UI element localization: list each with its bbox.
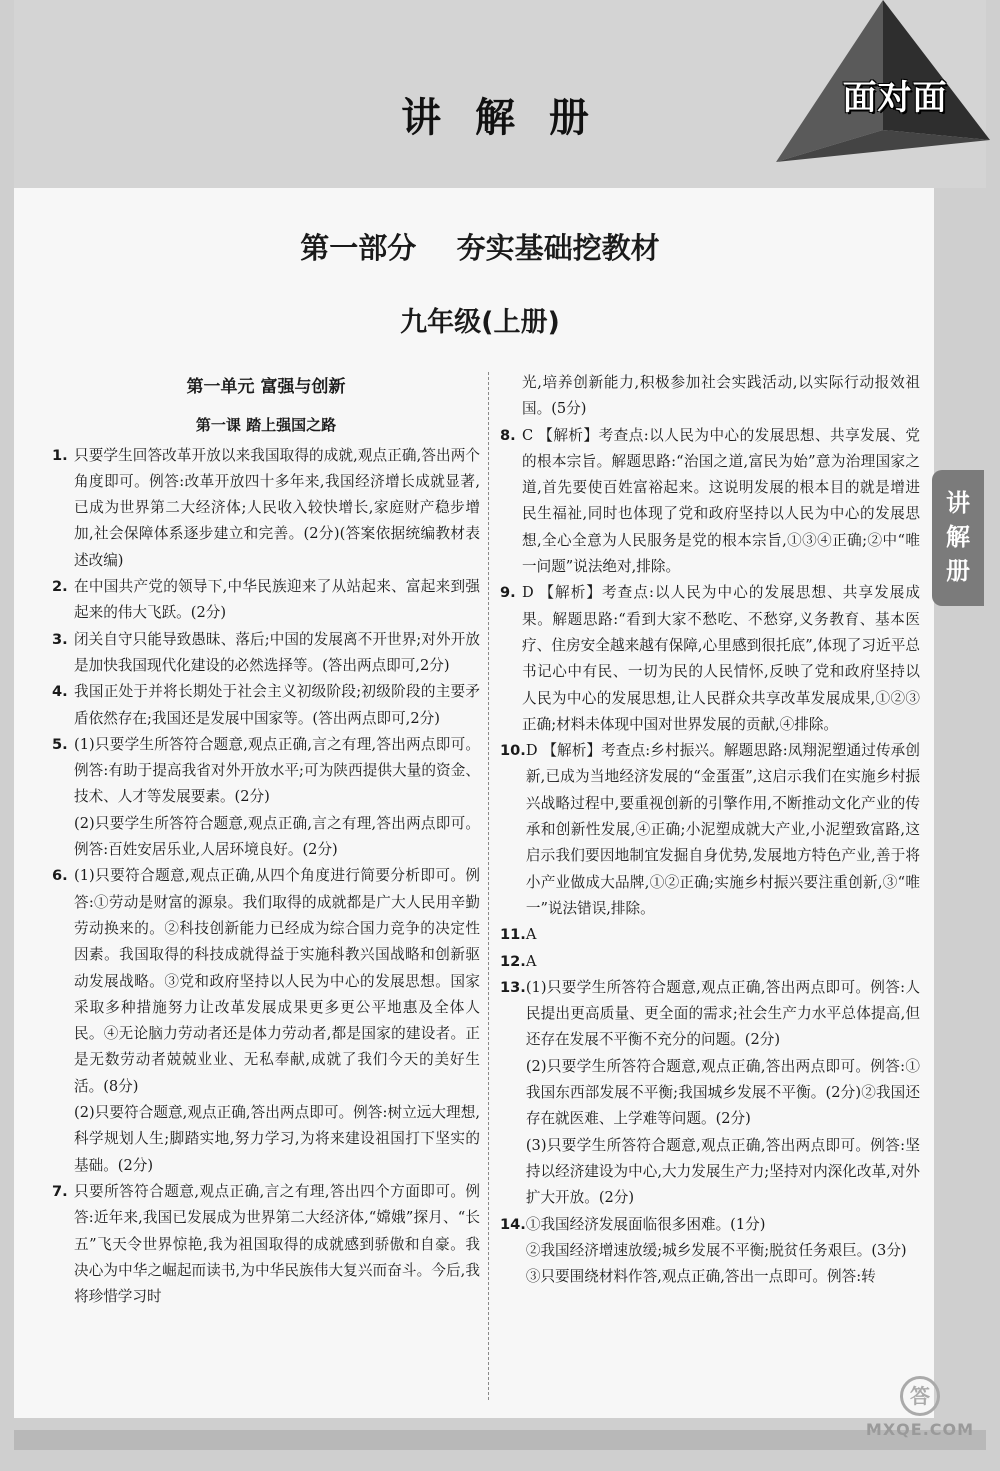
item-number: 10. [500, 742, 526, 760]
item-number: 7. [52, 1182, 68, 1200]
item-text: (1)只要符合题意,观点正确,从四个角度进行简要分析即可。例答:①劳动是财富的源泉。我们取得的成就都是广大人民用辛勤劳动换来的。②科技创新能力已经成为综合国力竞争的决定性因素。我国取得的科技成就得益于实施科教兴国战略和创新驱动发展战略。③党和政府坚持以人民为中心的发展思想。国家采取多种措施努力让改革发展成果更多更公平地惠及全体人民。④无论脑力劳动者还是体力劳动者,都是国家的建设者。正是无数劳动者兢兢业业、无私奉献,成就了我们今天的美好生活。(8分) [74, 867, 480, 1095]
unit-title: 第一单元 富强与创新 [186, 377, 346, 397]
item-number: 14. [500, 1215, 526, 1233]
brand-logo: 面对面 [842, 78, 948, 118]
answer-item [52, 1179, 480, 1310]
item-number: 6. [52, 867, 68, 885]
item-subtext: ②我国经济增速放缓;城乡发展不平衡;脱贫任务艰巨。(3分) [525, 1241, 907, 1259]
item-number: 8. [500, 426, 516, 444]
item-text: C 【解析】考查点:以人民为中心的发展思想、共享发展、党的根本宗旨。解题思路:“治国之道,富民为始”意为治理国家之道,首先要使百姓富裕起来。这说明发展的根本目的就是增进民生福祉,同时也体现了党和政府坚持以人民为中心的发展思想,全心全意为人民服务是党的根本宗旨,①③④正确;②中“唯一问题”说法绝对,排除。 [522, 426, 920, 576]
answer-item [52, 443, 480, 574]
answer-item [500, 423, 920, 581]
answer-item [500, 580, 920, 738]
item-text: 我国正处于并将长期处于社会主义初级阶段;初级阶段的主要矛盾依然存在;我国还是发展中国家等。(答出两点即可,2分) [74, 683, 480, 727]
item-text: 在中国共产党的领导下,中华民族迎来了从站起来、富起来到强起来的伟大飞跃。(2分) [74, 578, 480, 622]
answer-item [52, 627, 480, 680]
grade-title: 九年级(上册) [400, 307, 560, 338]
side-tab [932, 470, 984, 606]
page-title: 讲 解 册 [401, 95, 599, 141]
item-text: (1)只要学生所答符合题意,观点正确,言之有理,答出两点即可。例答:有助于提高我省对外开放水平;可为陕西提供大量的资金、技术、人才等发展要素。(2分) [74, 735, 480, 806]
answer-item [500, 738, 920, 922]
item-number: 12. [500, 952, 526, 970]
left-column [52, 370, 480, 1310]
answer-item [52, 732, 480, 863]
item-text: 只要所答符合题意,观点正确,言之有理,答出四个方面即可。例答:近年来,我国已发展成为世界第二大经济体,“嫦娥”探月、“长五”飞天令世界惊艳,我为祖国取得的成就感到骄傲和自豪。我决心为中华之崛起而读书,为中华民族伟大复兴而奋斗。今后,我将珍惜学习时 [74, 1182, 480, 1306]
answer-item [500, 975, 920, 1212]
item-text: 只要学生回答改革开放以来我国取得的成就,观点正确,答出两个角度即可。例答:改革开放四十多年来,我国经济增长成就显著,已成为世界第二大经济体;人民收入较快增长,家庭财产稳步增加,社会保障体系逐步建立和完善。(2分)(答案依据统编教材表述改编) [74, 446, 480, 569]
item-text: 闭关自守只能导致愚昧、落后;中国的发展离不开世界;对外开放是加快我国现代化建设的必然选择等。(答出两点即可,2分) [74, 630, 480, 674]
item-text: (1)只要学生所答符合题意,观点正确,答出两点即可。例答:人民提出更高质量、更全面的需求;社会生产力水平总体提高,但还存在发展不平衡不充分的问题。(2分) [525, 978, 920, 1049]
answer-item [52, 863, 480, 1179]
item-text: D 【解析】考查点:乡村振兴。解题思路:凤翔泥塑通过传承创新,已成为当地经济发展的“金蛋蛋”,这启示我们在实施乡村振兴战略过程中,要重视创新的引擎作用,不断推动文化产业的传承和创新性发展,④正确;小泥塑成就大产业,小泥塑致富路,这启示我们要因地制宜发掘自身优势,发展地方特色产业,善于将小产业做成大品牌,①②正确;实施乡村振兴要注重创新,③“唯一”说法错误,排除。 [525, 742, 920, 917]
item-number: 5. [52, 735, 68, 753]
item-number: 11. [500, 926, 526, 944]
item-text: A [525, 926, 537, 944]
item-subtext: (2)只要学生所答符合题意,观点正确,答出两点即可。例答:①我国东西部发展不平衡;我国城乡发展不平衡。(2分)②我国还存在就医难、上学难等问题。(2分) [525, 1057, 920, 1128]
item-subtext: (2)只要学生所答符合题意,观点正确,言之有理,答出两点即可。例答:百姓安居乐业,人居环境良好。(2分) [74, 814, 480, 859]
side-tab-label: 讲解册 [946, 489, 970, 585]
item-number: 2. [52, 578, 68, 596]
item-text: ①我国经济发展面临很多困难。(1分) [525, 1215, 766, 1233]
item-subtext: (2)只要符合题意,观点正确,答出两点即可。例答:树立远大理想,科学规划人生;脚踏实地,努力学习,为将来建设祖国打下坚实的基础。(2分) [74, 1104, 480, 1174]
lesson-title: 第一课 踏上强国之路 [195, 416, 337, 435]
answer-item [52, 679, 480, 732]
item-number: 3. [52, 630, 68, 648]
answer-item [500, 1212, 920, 1291]
item-text: D 【解析】考查点:以人民为中心的发展思想、共享发展成果。解题思路:“看到大家不愁吃、不愁穿,义务教育、基本医疗、住房安全越来越有保障,心里感到很托底”,体现了习近平总书记心中有民、一切为民的人民情怀,反映了党和政府坚持以人民为中心的发展思想,让人民群众共享改革发展成果,①②③正确;材料未体现中国对世界发展的贡献,④排除。 [522, 584, 920, 733]
answer-item [52, 574, 480, 627]
item-subtext: (3)只要学生所答符合题意,观点正确,答出两点即可。例答:坚持以经济建设为中心,大力发展生产力;坚持对内深化改革,对外扩大开放。(2分) [525, 1136, 920, 1207]
column-divider [488, 372, 489, 1400]
right-column [500, 370, 920, 1290]
item-number: 13. [500, 978, 526, 996]
part-title: 第一部分 夯实基础挖教材 [300, 231, 660, 265]
item-text: A [525, 952, 537, 970]
answer-circle-icon: 答 [900, 1376, 940, 1416]
item-subtext: ③只要围绕材料作答,观点正确,答出一点即可。例答:转 [525, 1268, 876, 1286]
item-number: 9. [500, 584, 516, 602]
watermark [840, 1376, 1000, 1439]
item-number: 4. [52, 683, 68, 701]
item-continuation: 光,培养创新能力,积极参加社会实践活动,以实际行动报效祖国。(5分) [522, 374, 920, 418]
answer-item [500, 949, 920, 975]
answer-item [500, 922, 920, 948]
watermark-text: MXQE.COM [865, 1420, 975, 1439]
item-number: 1. [52, 446, 68, 464]
